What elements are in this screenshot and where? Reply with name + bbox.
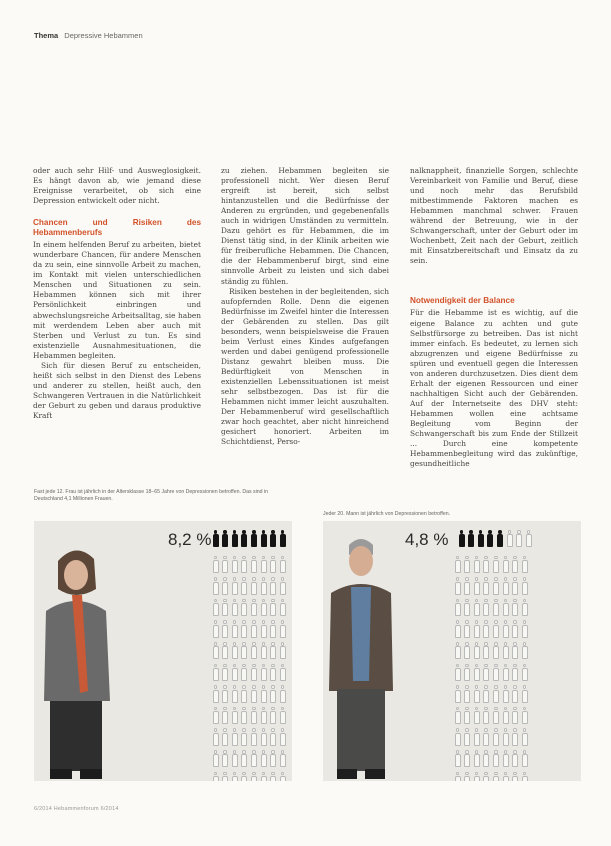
infographic-women <box>34 521 292 781</box>
person-figure <box>512 577 519 595</box>
person-figure <box>454 577 461 595</box>
person-figure <box>270 750 277 768</box>
person-figure <box>270 530 277 548</box>
person-figure <box>212 620 219 638</box>
person-figure <box>279 620 286 638</box>
person-figure <box>521 664 528 682</box>
person-figure <box>241 685 248 703</box>
person-figure <box>222 664 229 682</box>
person-figure <box>222 750 229 768</box>
person-figure <box>492 707 499 725</box>
person-figure <box>477 530 484 548</box>
person-figure <box>492 772 499 781</box>
person-figure <box>502 728 509 746</box>
women-percentage: 8,2 % <box>168 530 212 549</box>
person-figure <box>454 707 461 725</box>
person-figure <box>502 772 509 781</box>
text-column-2 <box>221 166 389 447</box>
person-figure <box>512 707 519 725</box>
person-figure <box>492 577 499 595</box>
person-figure <box>260 577 267 595</box>
person-figure <box>250 642 257 660</box>
person-figure <box>260 685 267 703</box>
person-figure <box>483 599 490 617</box>
person-figure <box>464 728 471 746</box>
person-figure <box>512 772 519 781</box>
person-figure <box>464 620 471 638</box>
person-figure <box>250 750 257 768</box>
person-figure <box>212 750 219 768</box>
paragraph: oder auch sehr Hilf- und Ausweglosigkeit. Es hängt davon ab, wie jemand diese Ereignisse verarbeitet, ob sich eine Depression entwickelt oder nicht. <box>33 166 201 206</box>
person-figure <box>231 577 238 595</box>
person-figure <box>279 599 286 617</box>
person-figure <box>512 620 519 638</box>
person-figure <box>241 530 248 548</box>
person-figure <box>222 685 229 703</box>
person-figure <box>464 642 471 660</box>
person-figure <box>483 685 490 703</box>
person-figure <box>222 620 229 638</box>
person-figure <box>473 556 480 574</box>
person-figure <box>260 599 267 617</box>
person-figure <box>241 772 248 781</box>
person-figure <box>241 750 248 768</box>
person-figure <box>512 599 519 617</box>
person-figure <box>521 599 528 617</box>
person-figure <box>483 620 490 638</box>
person-figure <box>454 664 461 682</box>
person-figure <box>250 685 257 703</box>
person-figure <box>222 772 229 781</box>
person-figure <box>212 664 219 682</box>
person-figure <box>212 530 219 548</box>
person-figure <box>222 599 229 617</box>
person-figure <box>464 599 471 617</box>
person-figure <box>279 577 286 595</box>
person-figure <box>231 620 238 638</box>
person-figure <box>468 530 475 548</box>
person-figure <box>473 685 480 703</box>
woman-photo <box>36 541 118 781</box>
person-figure <box>260 750 267 768</box>
person-figure <box>464 750 471 768</box>
person-figure <box>492 664 499 682</box>
person-figure <box>250 728 257 746</box>
person-figure <box>250 530 257 548</box>
person-figure <box>454 556 461 574</box>
person-figure <box>502 620 509 638</box>
person-figure <box>250 664 257 682</box>
person-figure <box>454 772 461 781</box>
person-figure <box>454 728 461 746</box>
page-footer: 6/2014 Hebammenforum 6/2014 <box>34 806 119 812</box>
paragraph: Für die Hebamme ist es wichtig, auf die eigene Balance zu achten und gute Selbstfürsorge zu betreiben. Das ist nicht immer einfach. Es bedeutet, zu lernen sich abzugrenzen und eigene Bedürfnisse zu spüren und eventuell gegen die Interessen von anderen durchzusetzen. Dies dient dem Erhalt der eigenen Ressourcen und einer nachhaltigen Sicht auch der Gebärenden. Auf der Internetseite des DHV steht: Hebammen wollen eine achtsame Begleitung vom Beginn der Schwangerschaft bis zum Ende der Stillzeit ... Durch eine kompetente Hebammenbegleitung wird das zukünftige, gesundheitliche <box>410 308 578 469</box>
person-figure <box>241 728 248 746</box>
person-figure <box>212 685 219 703</box>
person-figure <box>250 707 257 725</box>
person-figure <box>279 728 286 746</box>
person-figure <box>492 620 499 638</box>
person-figure <box>473 664 480 682</box>
person-figure <box>279 685 286 703</box>
person-figure <box>464 664 471 682</box>
person-figure <box>231 556 238 574</box>
person-figure <box>454 620 461 638</box>
person-figure <box>521 620 528 638</box>
person-figure <box>231 707 238 725</box>
person-figure <box>222 642 229 660</box>
person-figure <box>483 772 490 781</box>
paragraph: zu ziehen. Hebammen begleiten sie professionell nicht. Wer diesen Beruf ergreift ist bereit, sich selbst hintanzustellen und die Bedürfnisse der Anderen zu ergründen, und gegebenenfalls auch in widrigen Umständen zu vermitteln. Dazu gehört es für Hebammen, die im Dienst tätig sind, in der Klinik arbeiten wie für freiberufliche Hebammen. Die Chancen, die der Hebammenberuf birgt, sind eine sinnvolle Arbeit zu leisten und sich dabei ständig zu fühlen. <box>221 166 389 286</box>
person-figure <box>502 577 509 595</box>
person-figure <box>270 664 277 682</box>
person-figure <box>250 772 257 781</box>
person-figure <box>506 530 513 548</box>
person-figure <box>492 750 499 768</box>
person-figure <box>260 620 267 638</box>
man-photo <box>325 531 397 781</box>
person-figure <box>231 685 238 703</box>
men-percentage: 4,8 % <box>405 530 449 549</box>
person-figure <box>270 577 277 595</box>
section-label: Thema <box>34 31 59 40</box>
person-figure <box>250 577 257 595</box>
person-figure <box>270 556 277 574</box>
section-heading: Notwendigkeit der Balance <box>410 296 515 306</box>
person-figure <box>525 530 532 548</box>
person-figure <box>250 620 257 638</box>
person-figure <box>279 530 286 548</box>
person-figure <box>270 642 277 660</box>
person-figure <box>512 750 519 768</box>
paragraph: nalknappheit, finanzielle Sorgen, schlechte Vereinbarkeit von Familie und Beruf, diese und noch mehr das Berufsbild mitbestimmende Faktoren machen es Hebammen manchmal schwer. Frauen während der Betreuung, wie in der Schwangerschaft, unter der Geburt oder im Wochenbett, Zeit nach der Geburt, zeitlich mit Einsatzbereitschaft und Einsatz da zu sein. <box>410 166 578 266</box>
person-figure <box>483 642 490 660</box>
person-figure <box>231 664 238 682</box>
person-figure <box>512 642 519 660</box>
person-figure <box>502 750 509 768</box>
person-figure <box>241 642 248 660</box>
person-figure <box>502 642 509 660</box>
person-figure <box>473 577 480 595</box>
paragraph: In einem helfenden Beruf zu arbeiten, bietet wunderbare Chancen, für andere Menschen da zu sein, eine sinnvolle Arbeit zu machen, im Kontakt mit vielen unterschiedlichen Menschen und Situationen zu sein. Hebammen können sich mit ihrer Persönlichkeit einbringen und abwechslungsreiche Arbeitsalltag, sie haben mit werdendem Leben aber auch mit Sterben und Verlust zu tun. Es sind existenzielle Ausnahmesituationen, die Hebammen begleiten. <box>33 240 201 360</box>
person-figure <box>222 530 229 548</box>
person-figure <box>473 772 480 781</box>
person-figure <box>521 772 528 781</box>
person-figure <box>212 556 219 574</box>
person-figure <box>454 642 461 660</box>
person-figure <box>483 664 490 682</box>
person-figure <box>464 556 471 574</box>
person-figure <box>454 685 461 703</box>
person-figure <box>212 772 219 781</box>
person-figure <box>502 685 509 703</box>
person-figure <box>496 530 503 548</box>
person-figure <box>222 577 229 595</box>
page-header <box>34 31 143 40</box>
person-figure <box>454 599 461 617</box>
text-column-1 <box>33 166 201 421</box>
section-subtitle: Depressive Hebammen <box>64 31 143 40</box>
person-figure <box>487 530 494 548</box>
person-figure <box>270 707 277 725</box>
person-figure <box>241 620 248 638</box>
person-figure <box>222 728 229 746</box>
paragraph: Risiken bestehen in der begleitenden, sich aufopfernden Rolle. Denn die eigenen Bedürfnisse im Zweifel hinter die Interessen der Gebärenden zu stellen. Das gilt besonders, wenn beispielsweise die Frauen beim Verlust eines Kindes aufgefangen werden und dabei genügend professionelle Distanz gewahrt bleiben muss. Die Bedürftigkeit von Menschen in existenziellen Lebenssituationen ist meist sehr selbstbezogen. Das ist für die Hebammen nicht immer leicht auszuhalten. Der Hebammenberuf wird gesellschaftlich zwar hoch geachtet, aber nicht hinreichend gesichert honoriert. Arbeiten im Schichtdienst, Perso- <box>221 286 389 447</box>
person-figure <box>231 750 238 768</box>
person-figure <box>279 556 286 574</box>
person-figure <box>260 772 267 781</box>
person-figure <box>464 577 471 595</box>
person-figure <box>212 728 219 746</box>
person-figure <box>270 599 277 617</box>
person-figure <box>483 728 490 746</box>
text-column-3 <box>410 166 578 469</box>
paragraph: Sich für diesen Beruf zu entscheiden, heißt sich selbst in den Dienst des Lebens und anderer zu stellen, heißt auch, den Schwangeren Vertrauen in die Natürlichkeit der Geburt zu geben und daraus produktive Kraft <box>33 360 201 420</box>
person-figure <box>464 772 471 781</box>
person-figure <box>212 577 219 595</box>
person-figure <box>270 620 277 638</box>
person-figure <box>231 530 238 548</box>
person-figure <box>241 599 248 617</box>
person-figure <box>483 577 490 595</box>
person-figure <box>483 707 490 725</box>
person-figure <box>521 707 528 725</box>
person-figure <box>270 728 277 746</box>
person-figure <box>454 750 461 768</box>
person-figure <box>473 599 480 617</box>
infographic-caption-women: Fast jede 12. Frau ist jährlich in der Altersklasse 18–65 Jahre von Depressionen betroffen. Das sind in Deutschland 4,1 Millionen Frauen. <box>34 489 269 502</box>
person-figure <box>502 707 509 725</box>
section-heading: Chancen und Risiken des Hebammenberufs <box>33 218 201 238</box>
person-figure <box>260 530 267 548</box>
person-figure <box>270 772 277 781</box>
person-figure <box>473 750 480 768</box>
person-figure <box>222 707 229 725</box>
person-figure <box>241 556 248 574</box>
person-figure <box>270 685 277 703</box>
person-figure <box>516 530 523 548</box>
person-figure <box>483 556 490 574</box>
person-figure <box>521 642 528 660</box>
person-figure <box>260 664 267 682</box>
person-figure <box>492 642 499 660</box>
person-figure <box>521 728 528 746</box>
person-figure <box>521 685 528 703</box>
person-figure <box>279 772 286 781</box>
person-figure <box>502 599 509 617</box>
person-figure <box>512 556 519 574</box>
person-figure <box>473 707 480 725</box>
person-figure <box>250 599 257 617</box>
person-figure <box>473 620 480 638</box>
person-figure <box>231 728 238 746</box>
person-figure <box>260 707 267 725</box>
person-figure <box>458 530 465 548</box>
person-figure <box>521 577 528 595</box>
person-figure <box>260 728 267 746</box>
person-figure <box>260 642 267 660</box>
person-figure <box>279 707 286 725</box>
person-figure <box>250 556 257 574</box>
person-figure <box>212 599 219 617</box>
person-figure <box>512 664 519 682</box>
person-figure <box>473 642 480 660</box>
person-figure <box>492 556 499 574</box>
person-figure <box>473 728 480 746</box>
person-figure <box>241 577 248 595</box>
person-figure <box>212 642 219 660</box>
infographic-caption-men: Jeder 20. Mann ist jährlich von Depressionen betroffen. <box>323 511 451 517</box>
person-figure <box>464 707 471 725</box>
person-figure <box>231 642 238 660</box>
person-figure <box>279 664 286 682</box>
person-figure <box>502 664 509 682</box>
person-figure <box>279 750 286 768</box>
person-figure <box>260 556 267 574</box>
person-figure <box>521 750 528 768</box>
person-figure <box>492 685 499 703</box>
person-figure <box>492 728 499 746</box>
person-figure <box>241 664 248 682</box>
infographic-men <box>323 521 581 781</box>
person-figure <box>492 599 499 617</box>
person-figure <box>212 707 219 725</box>
person-figure <box>502 556 509 574</box>
person-figure <box>231 772 238 781</box>
person-figure <box>222 556 229 574</box>
person-figure <box>231 599 238 617</box>
person-figure <box>512 685 519 703</box>
person-figure <box>512 728 519 746</box>
person-figure <box>464 685 471 703</box>
person-figure <box>241 707 248 725</box>
person-figure <box>521 556 528 574</box>
person-figure <box>279 642 286 660</box>
person-figure <box>483 750 490 768</box>
